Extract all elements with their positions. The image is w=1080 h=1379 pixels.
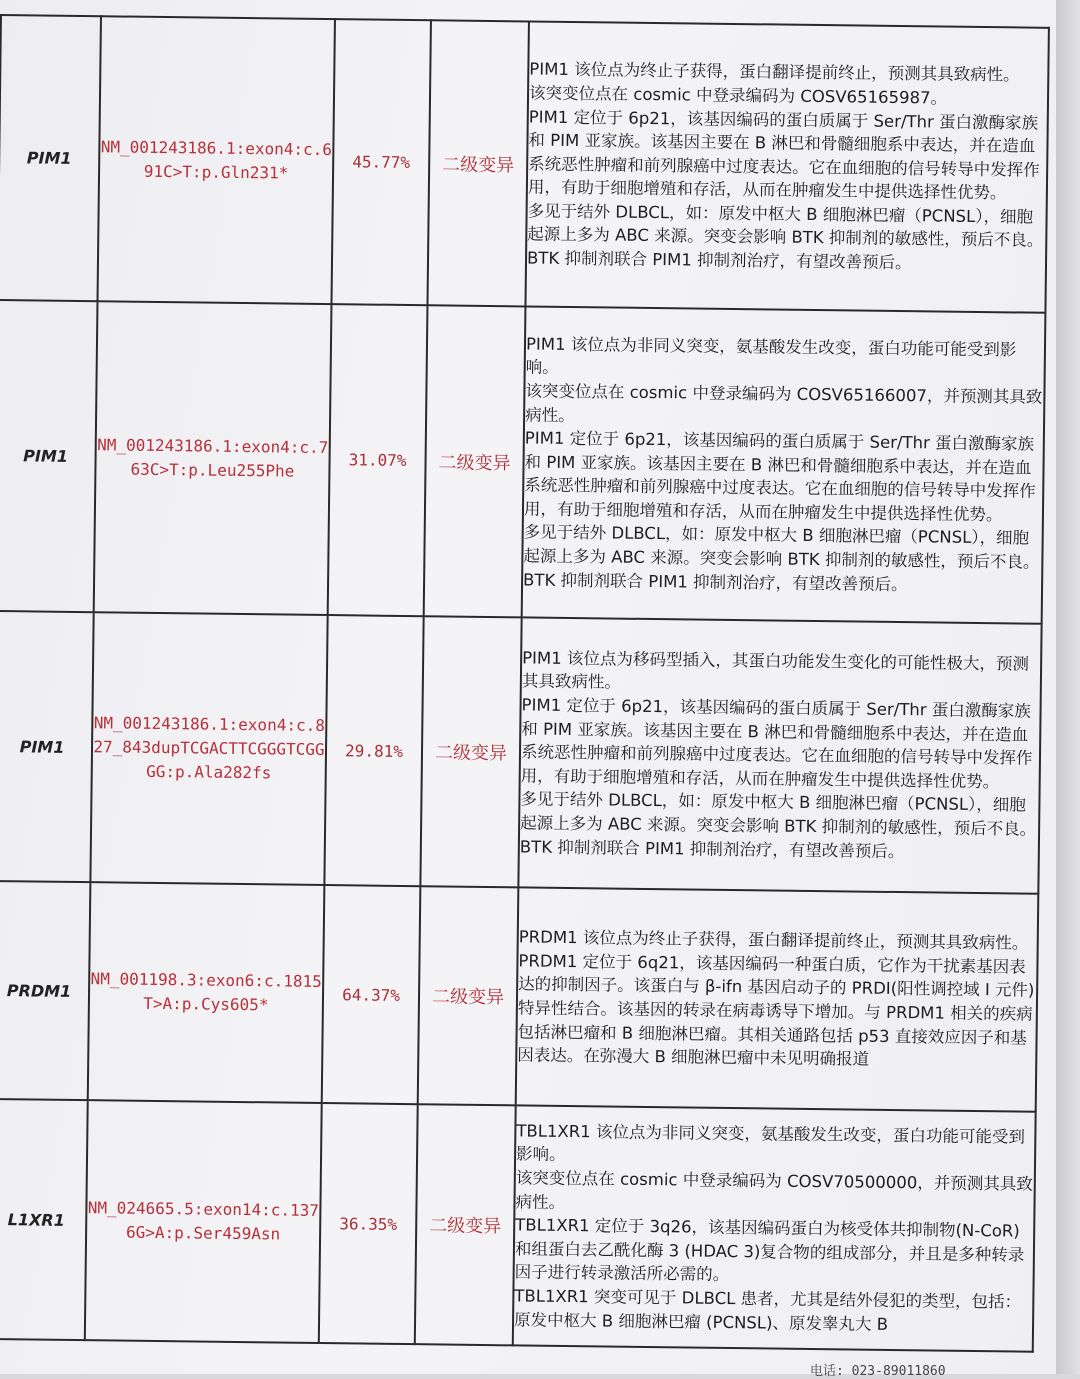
- mutation-notation: NM_001243186.1:exon4:c.691C>T:p.Gln231*: [97, 16, 334, 304]
- description-paragraph: PRDM1 定位于 6q21，该基因编码一种蛋白质，它作为干扰素基因表达的抑制因子。该蛋白与 β-ifn 基因启动子的 PRDI(阳性调控域 I 元件)特异性结合。该基因的转录在病毒诱导下增加。与 PRDM1 相关的疾病包括淋巴瘤和 B 细胞淋巴瘤。其相关通路包括 p53 直接效应因子和基因表达。在弥漫大 B 细胞淋巴瘤中未见明确报道: [517, 951, 1035, 1069]
- description-paragraph: 多见于结外 DLBCL，如：原发中枢大 B 细胞淋巴瘤（PCNSL），细胞起源上多为 ABC 来源。突变会影响 BTK 抑制剂的敏感性，预后不良。BTK 抑制剂联合 PIM1 抑制剂治疗，有望改善预后。: [526, 201, 1044, 273]
- variant-description: [518, 617, 1041, 893]
- variant-description: [522, 306, 1046, 623]
- page-footer: [630, 1360, 946, 1379]
- description-paragraph: 多见于结外 DLBCL，如：原发中枢大 B 细胞淋巴瘤（PCNSL），细胞起源上多为 ABC 来源。突变会影响 BTK 抑制剂的敏感性，预后不良。BTK 抑制剂联合 PIM1 抑制剂治疗，有望改善预后。: [519, 789, 1037, 861]
- table-row: [0, 300, 1045, 624]
- mutation-frequency: 45.77%: [331, 19, 430, 305]
- description-paragraph: PRDM1 该位点为终止子获得，蛋白翻译提前终止，预测其具致病性。: [518, 927, 1029, 953]
- mutation-notation: NM_024665.5:exon14:c.1376G>A:p.Ser459Asn: [85, 1100, 322, 1343]
- mutation-frequency: 29.81%: [324, 615, 423, 886]
- description-paragraph: PIM1 定位于 6p21，该基因编码的蛋白质属于 Ser/Thr 蛋白激酶家族和 PIM 亚家族。该基因主要在 B 淋巴和骨髓细胞系中表达，并在造血系统恶性肿瘤和前列腺癌中过度表达。它在血细胞的信号转导中发挥作用，有助于细胞增殖和存活，从而在肿瘤发生中提供选择性优势。: [523, 428, 1036, 525]
- mutation-frequency: 36.35%: [319, 1103, 418, 1344]
- variant-level: 二级变异: [418, 886, 519, 1105]
- description-paragraph: 该突变位点在 cosmic 中登录编码为 COSV65166007，并预测其具致病性。: [525, 381, 1043, 425]
- table-row: [0, 1099, 1036, 1352]
- gene-name: L1XR1: [0, 1099, 88, 1340]
- description-paragraph: 多见于结外 DLBCL，如：原发中枢大 B 细胞淋巴瘤（PCNSL），细胞起源上多为 ABC 来源。突变会影响 BTK 抑制剂的敏感性，预后不良。BTK 抑制剂联合 PIM1 抑制剂治疗，有望改善预后。: [523, 522, 1040, 594]
- description-paragraph: PIM1 定位于 6p21，该基因编码的蛋白质属于 Ser/Thr 蛋白激酶家族和 PIM 亚家族。该基因主要在 B 淋巴和骨髓细胞系中表达，并在造血系统恶性肿瘤和前列腺癌中过度表达。它在血细胞的信号转导中发挥作用，有助于细胞增殖和存活，从而在肿瘤发生中提供选择性优势。: [527, 106, 1040, 203]
- page-edge-shadow: [1056, 0, 1080, 1374]
- variant-level: 二级变异: [415, 1104, 516, 1345]
- description-paragraph: TBL1XR1 该位点为非同义突变，氨基酸发生改变，蛋白功能可能受到影响。: [515, 1121, 1026, 1165]
- variant-level: 二级变异: [424, 305, 526, 617]
- variant-description: [525, 21, 1048, 312]
- table-row: [0, 15, 1049, 313]
- description-paragraph: PIM1 定位于 6p21，该基因编码的蛋白质属于 Ser/Thr 蛋白激酶家族和 PIM 亚家族。该基因主要在 B 淋巴和骨髓细胞系中表达，并在造血系统恶性肿瘤和前列腺癌中过度表达。它在血细胞的信号转导中发挥作用，有助于细胞增殖和存活，从而在肿瘤发生中提供选择性优势。: [520, 695, 1033, 792]
- variant-level: 二级变异: [427, 20, 528, 306]
- description-paragraph: TBL1XR1 定位于 3q26，该基因编码蛋白为核受体共抑制物(N-CoR)和组蛋白去乙酰化酶 3 (HDAC 3)复合物的组成部分，并且是多种转录因子进行转录激活所必需的。: [514, 1215, 1025, 1285]
- gene-name: PIM1: [0, 300, 97, 612]
- description-paragraph: PIM1 该位点为终止子获得，蛋白翻译提前终止，预测其具致病性。: [529, 59, 1020, 85]
- gene-name: PRDM1: [0, 881, 90, 1100]
- description-paragraph: PIM1 该位点为非同义突变，氨基酸发生改变，蛋白功能可能受到影响。: [525, 334, 1017, 378]
- mutation-notation: NM_001243186.1:exon4:c.763C>T:p.Leu255Phe: [94, 301, 332, 615]
- description-paragraph: PIM1 该位点为移码型插入，其蛋白功能发生变化的可能性极大，预测其具致病性。: [521, 648, 1030, 693]
- table-row: [0, 881, 1038, 1112]
- variant-table: [0, 14, 1050, 1353]
- gene-name: PIM1: [0, 611, 94, 882]
- mutation-notation: NM_001243186.1:exon4:c.827_843dupTCGACTTCGGGTCGGGG:p.Ala282fs: [90, 612, 327, 885]
- variant-description: [516, 887, 1039, 1111]
- variant-level: 二级变异: [420, 616, 521, 887]
- variant-description: [513, 1105, 1036, 1351]
- description-paragraph: 该突变位点在 cosmic 中登录编码为 COSV70500000，并预测其具致病性。: [515, 1168, 1033, 1212]
- mutation-frequency: 31.07%: [328, 304, 428, 616]
- gene-name: PIM1: [0, 15, 101, 301]
- mutation-frequency: 64.37%: [322, 885, 421, 1104]
- phone-label: 电话:: [810, 1364, 844, 1379]
- table-row: [0, 611, 1042, 894]
- description-paragraph: 该突变位点在 cosmic 中登录编码为 COSV65165987。: [528, 83, 948, 108]
- phone-number: 023-89011860: [851, 1364, 946, 1379]
- mutation-notation: NM_001198.3:exon6:c.1815T>A:p.Cys605*: [88, 882, 325, 1103]
- description-paragraph: TBL1XR1 突变可见于 DLBCL 患者，尤其是结外侵犯的类型，包括：原发中枢大 B 细胞淋巴瘤 (PCNSL)、原发睾丸大 B: [513, 1286, 1022, 1334]
